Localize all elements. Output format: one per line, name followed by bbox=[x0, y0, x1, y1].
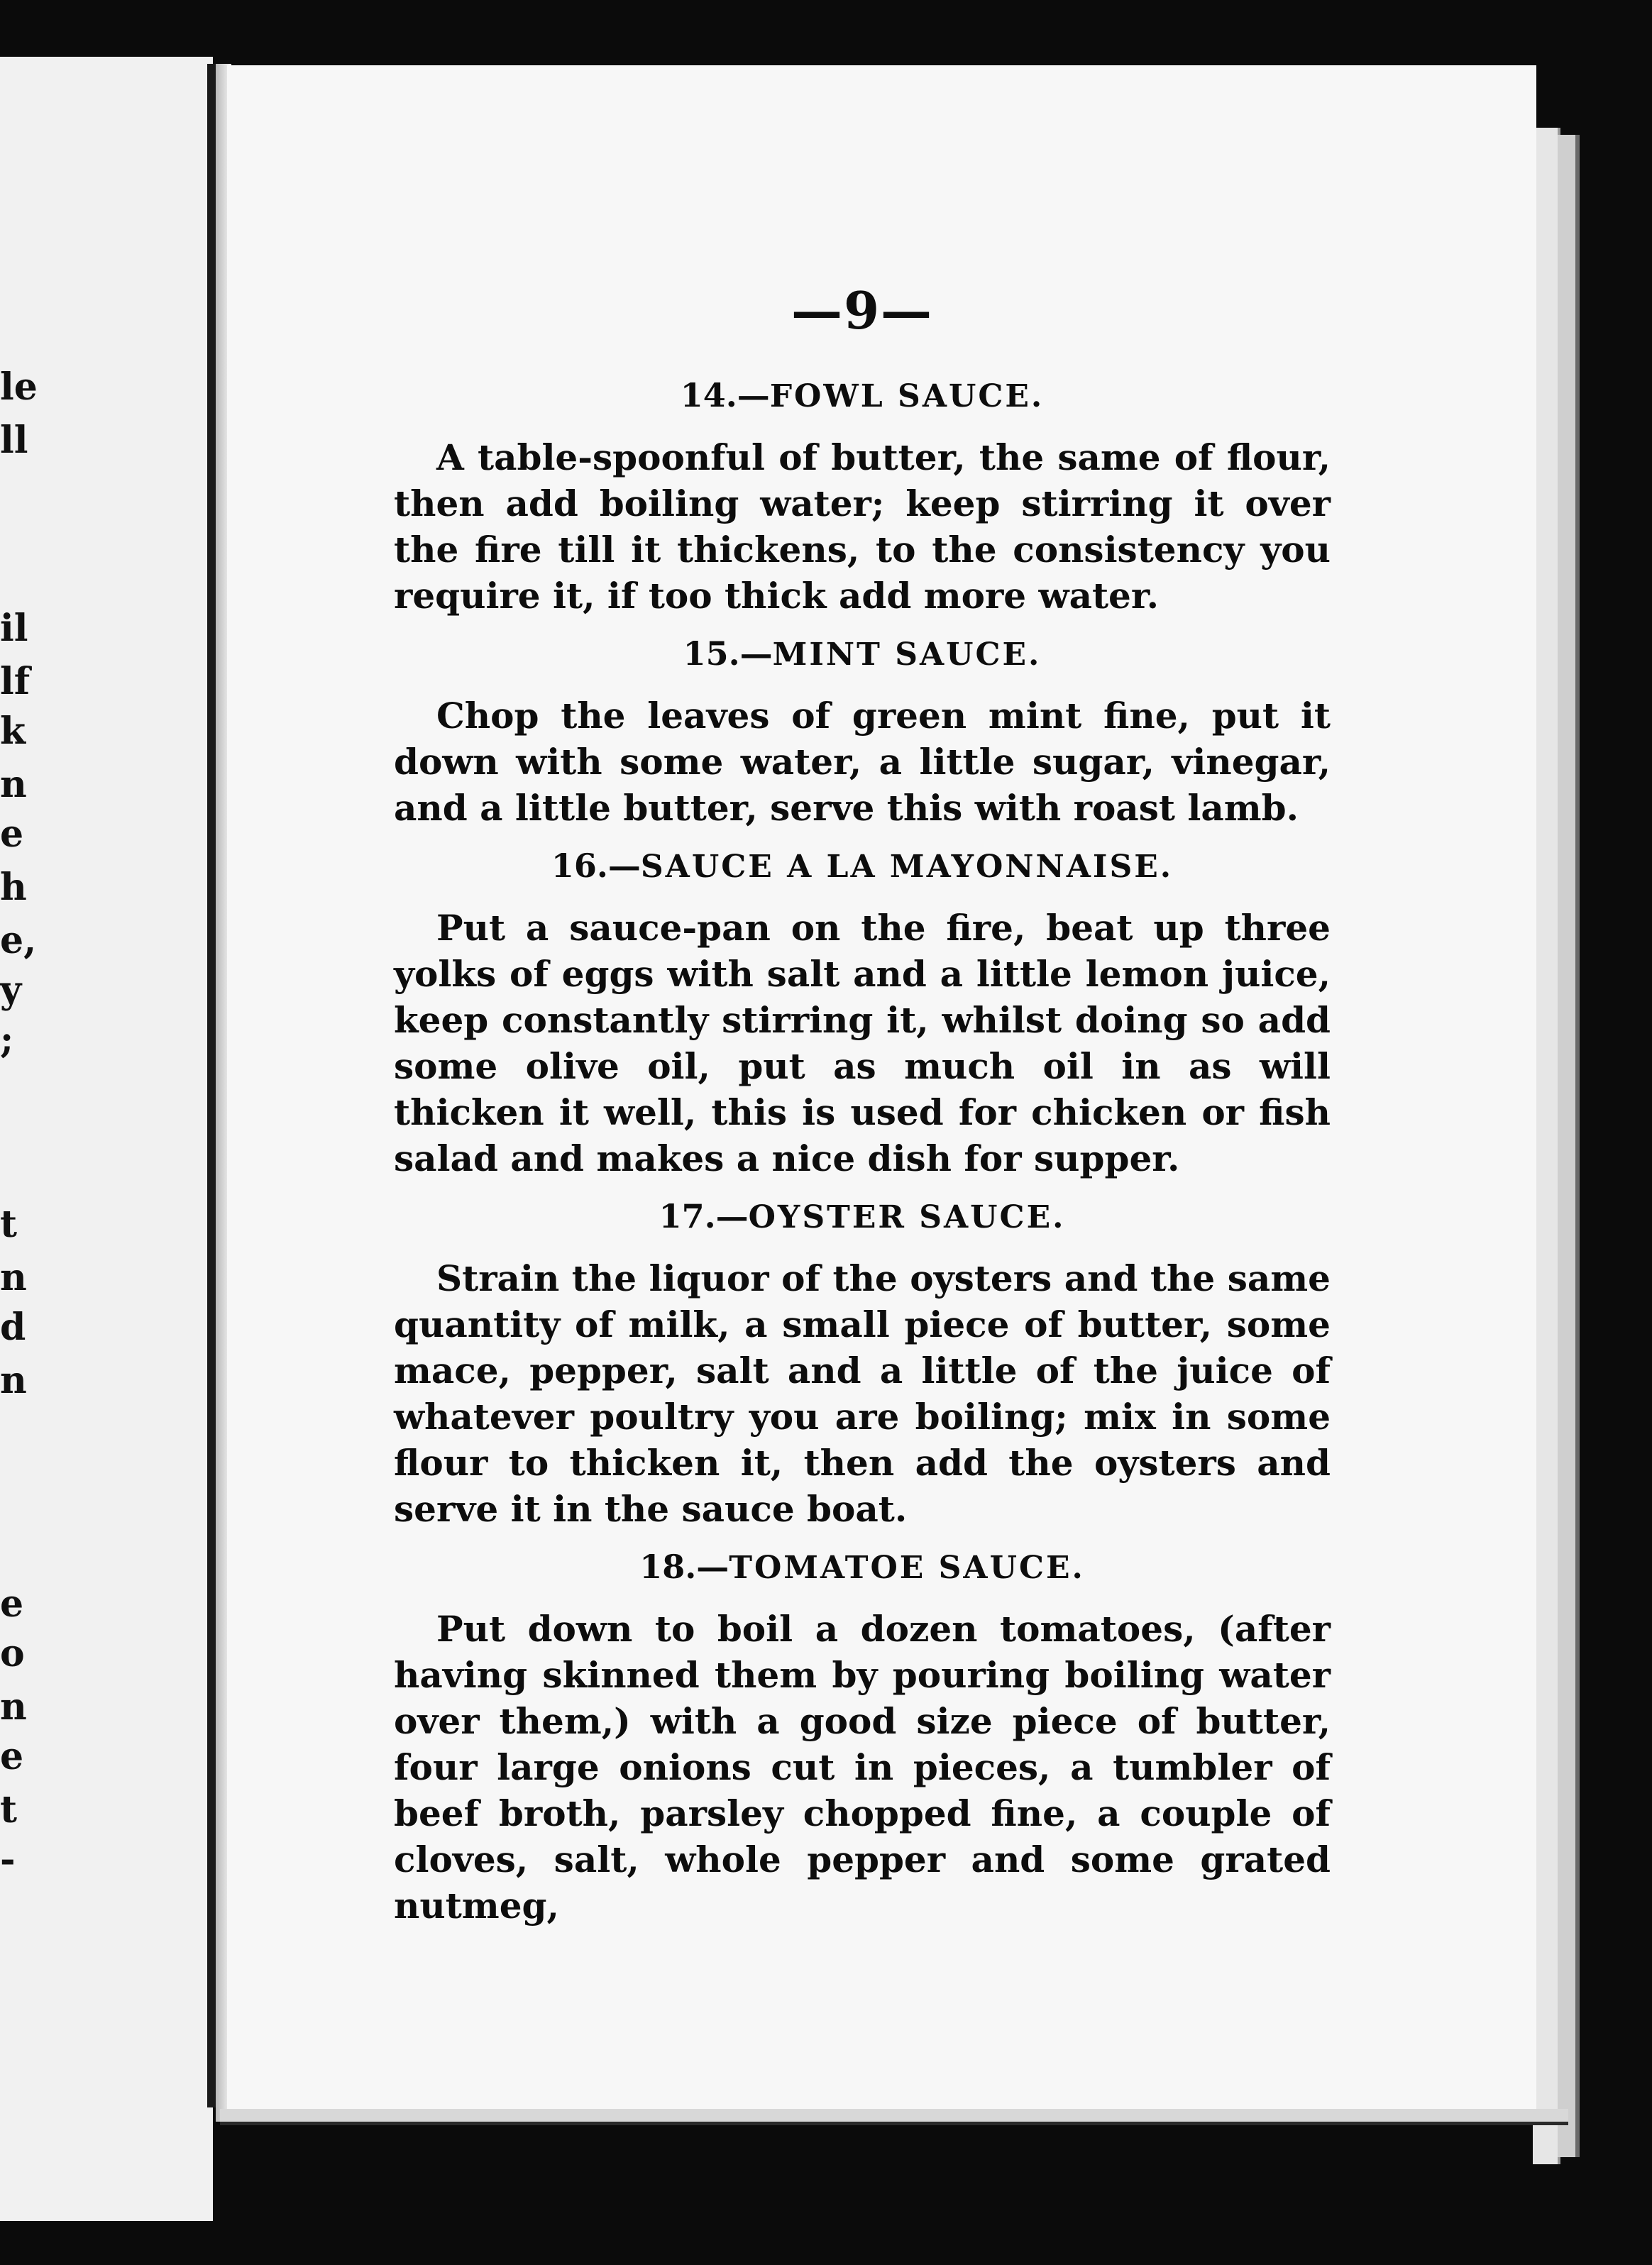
recipe-title: FOWL SAUCE. bbox=[769, 378, 1045, 414]
left-margin-letter: t bbox=[0, 1788, 18, 1831]
left-margin-letter: lf bbox=[0, 660, 31, 703]
left-margin-letter: e, bbox=[0, 919, 37, 962]
left-margin-letter: il bbox=[0, 607, 28, 650]
recipe-text: Put down to boil a dozen tomatoes, (after having skinned them by pouring boiling water over them,) with a good size piece of butter, four large onions cut in pieces, a tumbler of beef broth, parsley chopped fine, a couple of cloves, salt, whole pepper and some grated nutmeg, bbox=[394, 1608, 1331, 1927]
left-margin-letter: e bbox=[0, 812, 24, 856]
left-margin-letter: ll bbox=[0, 419, 28, 462]
recipe-number: 14.— bbox=[680, 376, 770, 414]
page-number: —9— bbox=[791, 280, 934, 341]
recipe-heading bbox=[394, 634, 1331, 673]
recipe-text: Chop the leaves of green mint fine, put it down with some water, a little sugar, vinegar, and a little butter, serve this with roast lamb. bbox=[394, 695, 1331, 829]
left-margin-letter: o bbox=[0, 1632, 25, 1675]
recipe-heading bbox=[394, 847, 1331, 885]
recipe-heading bbox=[394, 1548, 1331, 1586]
recipe-number: 17.— bbox=[659, 1197, 749, 1235]
left-margin-letter: n bbox=[0, 1359, 27, 1402]
left-margin-letter: h bbox=[0, 866, 27, 909]
recipe-heading bbox=[394, 1197, 1331, 1235]
book-gutter bbox=[207, 64, 216, 2107]
recipe-number: 15.— bbox=[683, 634, 773, 673]
left-margin-letter: e bbox=[0, 1735, 24, 1778]
recipe-title: SAUCE A LA MAYONNAISE. bbox=[640, 849, 1174, 885]
recipe-number: 18.— bbox=[639, 1548, 729, 1586]
page-bottom-edge bbox=[220, 2109, 1568, 2125]
left-margin-letter: d bbox=[0, 1306, 26, 1349]
left-margin-letter: y bbox=[0, 969, 22, 1012]
page-text bbox=[394, 280, 1331, 1929]
recipe-text: A table-spoonful of butter, the same of flour, then add boiling water; keep stirring it over the fire till it thickens, to the consistency you require it, if too thick add more water. bbox=[394, 436, 1331, 617]
recipe-heading bbox=[394, 376, 1331, 414]
left-margin-letter: le bbox=[0, 365, 38, 409]
recipe-number: 16.— bbox=[551, 847, 641, 885]
recipe-text: Strain the liquor of the oysters and the same quantity of milk, a small piece of butter, some mace, pepper, salt and a little of the juice of whatever poultry you are boiling; mix in some flour to thicken it, then add the oysters and serve it in the sauce boat. bbox=[394, 1257, 1331, 1530]
recipe-text: Put a sauce-pan on the fire, beat up three yolks of eggs with salt and a little lemon juice, keep constantly stirring it, whilst doing so add some olive oil, put as much oil in as will thicken it well, this is used for chicken or fish salad and makes a nice dish for supper. bbox=[394, 907, 1331, 1179]
left-margin-letter: e bbox=[0, 1582, 24, 1626]
recipe bbox=[394, 376, 1331, 619]
recipe-title: OYSTER SAUCE. bbox=[748, 1199, 1066, 1235]
left-margin-letter: n bbox=[0, 763, 27, 806]
recipe bbox=[394, 1548, 1331, 1929]
page-stack-edge bbox=[1533, 128, 1560, 2164]
recipe-title: MINT SAUCE. bbox=[772, 636, 1042, 673]
left-margin-letter: n bbox=[0, 1256, 27, 1299]
left-margin-letter: t bbox=[0, 1203, 18, 1246]
recipe bbox=[394, 1197, 1331, 1532]
recipe-title: TOMATOE SAUCE. bbox=[729, 1550, 1085, 1586]
recipe bbox=[394, 634, 1331, 831]
left-margin-letter: ; bbox=[0, 1018, 14, 1062]
left-margin-letter: - bbox=[0, 1838, 16, 1881]
page-stack-edge-outer bbox=[1558, 135, 1580, 2157]
left-margin-letter: n bbox=[0, 1685, 27, 1729]
recipe bbox=[394, 847, 1331, 1181]
left-margin-letter: k bbox=[0, 710, 26, 753]
